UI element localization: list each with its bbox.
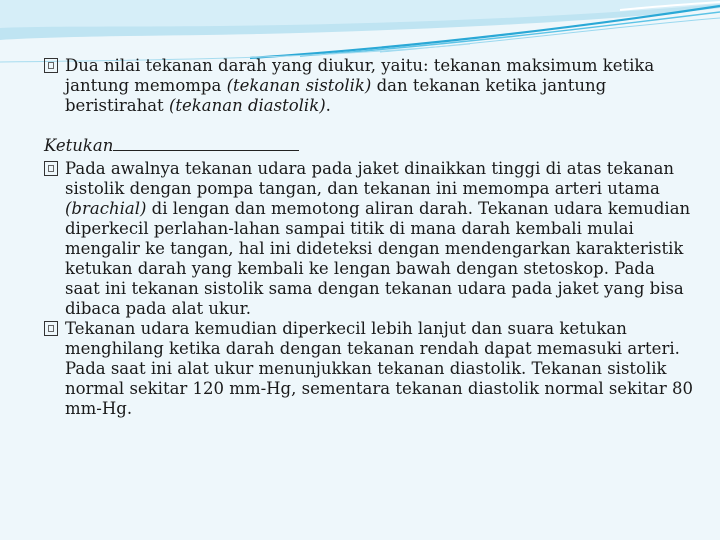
bullet-paragraph-1 xyxy=(44,56,694,116)
paragraph-1-text-3: . xyxy=(325,96,331,115)
heading-underline xyxy=(113,136,299,151)
paragraph-1-italic-2: (tekanan diastolik) xyxy=(168,96,326,115)
paragraph-1-text-2: dan tekanan ketika jantung beristirahat xyxy=(65,76,607,115)
paragraph-2-text-2: di lengan dan memotong aliran darah. Tekanan udara kemudian diperkecil perlahan-lahan sampai titik di mana darah kembali mulai mengalir ke tangan, hal ini dideteksi dengan mendengarkan karakteristik ketukan darah yang kembali ke lengan bawah dengan stetoskop. Pada saat ini tekanan sistolik sama dengan tekanan udara pada jaket yang bisa dibaca pada alat ukur. xyxy=(65,199,691,318)
bullet-box-icon xyxy=(44,161,58,176)
paragraph-1-italic-1: (tekanan sistolik) xyxy=(226,76,372,95)
paragraph-1-text: Dua nilai tekanan darah yang diukur, yaitu: tekanan maksimum ketika jantung memompa xyxy=(65,56,655,95)
bullet-box-icon xyxy=(44,321,58,336)
section-heading-label: Ketukan xyxy=(44,136,114,155)
bullet-paragraph-2 xyxy=(44,159,694,319)
paragraph-2-text: Pada awalnya tekanan udara pada jaket dinaikkan tinggi di atas tekanan sistolik dengan pompa tangan, dan tekanan ini memompa arteri utama xyxy=(65,159,675,198)
paragraph-3-text: Tekanan udara kemudian diperkecil lebih lanjut dan suara ketukan menghilang ketika darah dengan tekanan rendah dapat memasuki arteri. Pada saat ini alat ukur menunjukkan tekanan diastolik. Tekanan sistolik normal sekitar 120 mm-Hg, sementara tekanan diastolik normal sekitar 80 mm-Hg. xyxy=(65,319,693,418)
bullet-paragraph-3 xyxy=(44,319,694,419)
slide-body xyxy=(44,56,694,419)
bullet-box-icon xyxy=(44,58,58,73)
section-heading xyxy=(44,136,694,158)
paragraph-2-italic-1: (brachial) xyxy=(65,199,147,218)
